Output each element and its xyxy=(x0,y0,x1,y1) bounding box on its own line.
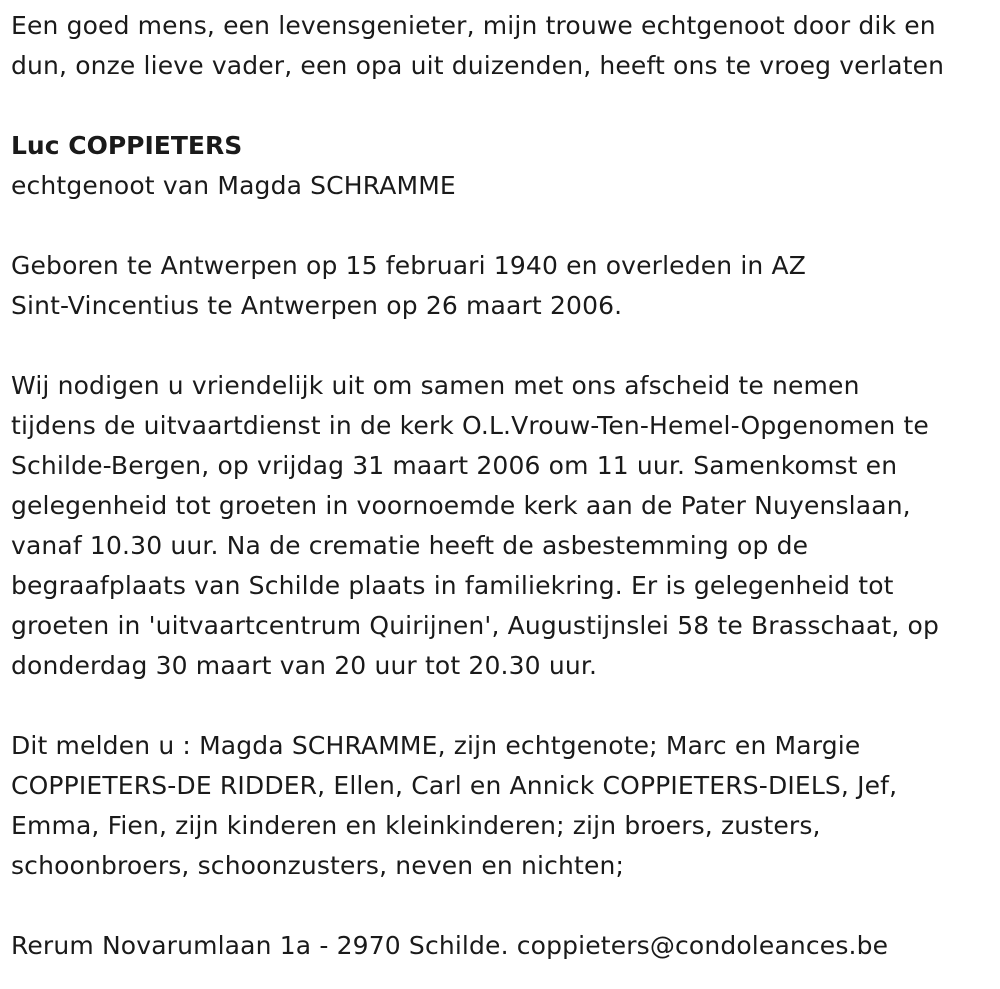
family-line: COPPIETERS-DE RIDDER, Ellen, Carl en Annick COPPIETERS-DIELS, Jef, xyxy=(11,771,898,800)
spacer xyxy=(11,326,990,366)
invitation-line: Schilde-Bergen, op vrijdag 31 maart 2006 om 11 uur. Samenkomst en xyxy=(11,451,898,480)
invitation-line: vanaf 10.30 uur. Na de crematie heeft de asbestemming op de xyxy=(11,531,809,560)
spacer xyxy=(11,86,990,126)
invitation-line: Wij nodigen u vriendelijk uit om samen met ons afscheid te nemen xyxy=(11,371,860,400)
birth-death-line: Sint-Vincentius te Antwerpen op 26 maart 2006. xyxy=(11,291,623,320)
invitation-line: tijdens de uitvaartdienst in de kerk O.L.Vrouw-Ten-Hemel-Opgenomen te xyxy=(11,411,929,440)
spacer xyxy=(11,886,990,926)
deceased-name: Luc COPPIETERS xyxy=(11,131,243,160)
spacer xyxy=(11,206,990,246)
intro-line: dun, onze lieve vader, een opa uit duizenden, heeft ons te vroeg verlaten xyxy=(11,51,945,80)
family-paragraph xyxy=(11,726,990,886)
intro-paragraph xyxy=(11,6,990,86)
spacer xyxy=(11,686,990,726)
invitation-line: donderdag 30 maart van 20 uur tot 20.30 uur. xyxy=(11,651,598,680)
birth-death-paragraph xyxy=(11,246,990,326)
birth-death-line: Geboren te Antwerpen op 15 februari 1940 en overleden in AZ xyxy=(11,251,807,280)
invitation-line: groeten in 'uitvaartcentrum Quirijnen', Augustijnslei 58 te Brasschaat, op xyxy=(11,611,939,640)
family-line: schoonbroers, schoonzusters, neven en nichten; xyxy=(11,851,625,880)
family-line: Dit melden u : Magda SCHRAMME, zijn echtgenote; Marc en Margie xyxy=(11,731,861,760)
family-line: Emma, Fien, zijn kinderen en kleinkinderen; zijn broers, zusters, xyxy=(11,811,821,840)
address-line: Rerum Novarumlaan 1a - 2970 Schilde. coppieters@condoleances.be xyxy=(11,931,889,960)
address-paragraph xyxy=(11,926,990,966)
invitation-line: gelegenheid tot groeten in voornoemde kerk aan de Pater Nuyenslaan, xyxy=(11,491,911,520)
spouse-line: echtgenoot van Magda SCHRAMME xyxy=(11,171,456,200)
intro-line: Een goed mens, een levensgenieter, mijn trouwe echtgenoot door dik en xyxy=(11,11,936,40)
invitation-paragraph xyxy=(11,366,990,686)
deceased-block xyxy=(11,126,990,206)
invitation-line: begraafplaats van Schilde plaats in familiekring. Er is gelegenheid tot xyxy=(11,571,894,600)
